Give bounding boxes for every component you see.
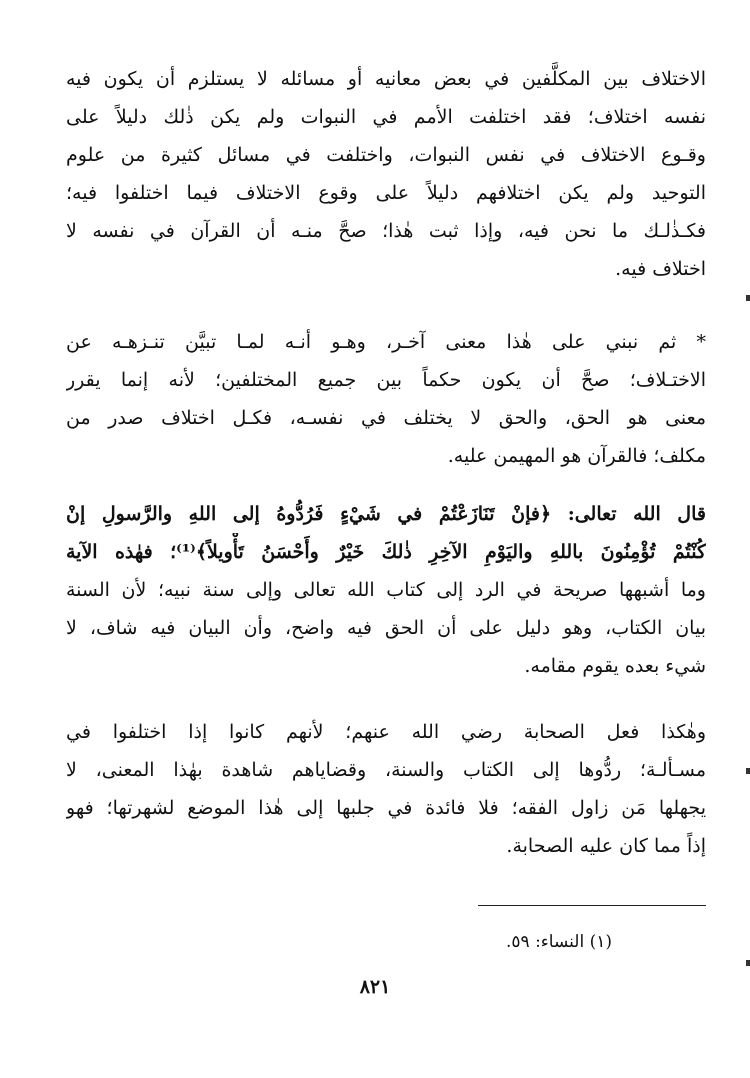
text-line: وما أشبهها صريحة في الرد إلى كتاب الله تعالى وإلى سنة نبيه؛ لأن السنة bbox=[66, 579, 706, 601]
text-line: الاختـلاف؛ صحَّ أن يكون حكماً بين جميع المختلفين؛ لأنه إنما يقرر bbox=[66, 369, 706, 391]
scan-edge-mark bbox=[746, 960, 750, 966]
paragraph-3 bbox=[66, 495, 706, 685]
scan-edge-mark bbox=[746, 768, 750, 774]
text-line: يجهلها مَن زاول الفقه؛ فلا فائدة في جلبها إلى هٰذا الموضع لشهرتها؛ فهو bbox=[66, 797, 706, 819]
text-line: الاختلاف بين المكلَّفين في بعض معانيه أو مسائله لا يستلزم أن يكون فيه bbox=[66, 68, 706, 90]
text-line: مسـألـة؛ ردُّوها إلى الكتاب والسنة، وقضاياهم شاهدة بهٰذا المعنى، لا bbox=[66, 759, 706, 781]
text-line: فكـذٰلـك ما نحن فيه، وإذا ثبت هٰذا؛ صحَّ منـه أن القرآن في نفسه لا bbox=[66, 220, 706, 242]
text-line: بيان الكتاب، وهو دليل على أن الحق فيه واضح، وأن البيان فيه شاف، لا bbox=[66, 617, 706, 639]
text-line: مكلف؛ فالقرآن هو المهيمن عليه. bbox=[447, 445, 706, 467]
footnote: (١) النساء: ٥٩. bbox=[506, 932, 612, 952]
text-line: وقـوع الاختلاف في نفس النبوات، واختلفت في مسائل كثيرة من علوم bbox=[66, 144, 706, 166]
text-line: التوحيد ولم يكن اختلافهم دليلاً على وقوع الاختلاف فيما اختلفوا فيه؛ bbox=[66, 182, 706, 204]
scan-edge-mark bbox=[746, 295, 750, 301]
quran-verse-line: كُنْتُمْ تُؤْمِنُونَ باللهِ واليَوْمِ الآخِرِ ذٰلكَ خَيْرٌ وأَحْسَنُ تَأْويلاً﴾⁽¹⁾؛ فهٰذه الآية bbox=[66, 541, 706, 563]
footnote-divider bbox=[478, 905, 706, 906]
text-line: إذاً مما كان عليه الصحابة. bbox=[506, 835, 706, 857]
text-line: وهٰكذا فعل الصحابة رضي الله عنهم؛ لأنهم كانوا إذا اختلفوا في bbox=[66, 721, 706, 743]
text-line: شيء بعده يقوم مقامه. bbox=[524, 655, 706, 677]
quran-verse-line: قال الله تعالى: ﴿فإنْ تَنَازَعْتُمْ في شَيْءٍ فَرُدُّوهُ إلى اللهِ والرَّسولِ إنْ bbox=[66, 503, 706, 525]
text-line: * ثم نبني على هٰذا معنى آخـر، وهـو أنـه لمـا تبيَّن تنـزهـه عن bbox=[66, 331, 706, 353]
text-line: معنى هو الحق، والحق لا يختلف في نفسـه، فكـل اختلاف صدر من bbox=[66, 407, 706, 429]
page-number: ٨٢١ bbox=[359, 976, 391, 998]
paragraph-4 bbox=[66, 713, 706, 865]
paragraph-2 bbox=[66, 323, 706, 475]
paragraph-1 bbox=[66, 60, 706, 288]
text-line: اختلاف فيه. bbox=[615, 258, 706, 280]
text-line: نفسه اختلاف؛ فقد اختلفت الأمم في النبوات ولم يكن ذٰلك دليلاً على bbox=[66, 106, 706, 128]
